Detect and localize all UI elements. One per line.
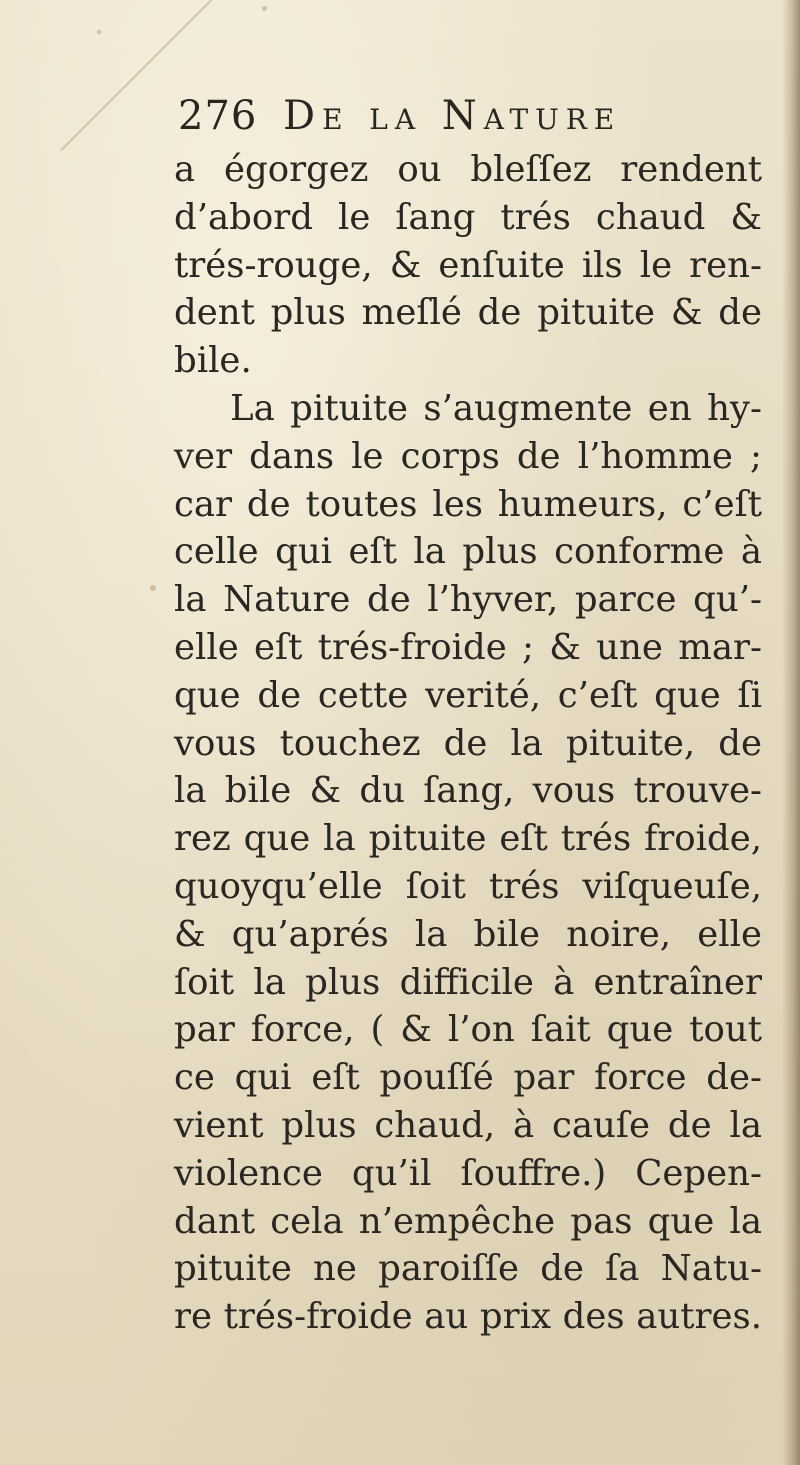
text-line: car de toutes les humeurs, c’eſt: [174, 483, 762, 525]
text-line: elle eſt trés-froide ; & une mar-: [174, 626, 762, 668]
text-line: d’abord le ſang trés chaud &: [174, 196, 762, 238]
text-line: trés-rouge, & enſuite ils le ren-: [174, 244, 762, 286]
foxing-spot: [150, 585, 156, 591]
running-title: De la Nature: [283, 93, 622, 139]
text-line: re trés-froide au prix des autres.: [174, 1296, 762, 1338]
text-line: vous touchez de la pituite, de: [174, 722, 762, 764]
text-line: vient plus chaud, à cauſe de la: [174, 1104, 762, 1146]
text-line: celle qui eſt la plus conforme à: [174, 531, 762, 573]
text-line: & qu’aprés la bile noire, elle: [174, 913, 762, 955]
page-edge-shadow: [782, 0, 800, 1465]
text-line: rez que la pituite eſt trés froide,: [174, 818, 762, 860]
text-line: que de cette verité, c’eſt que ſi: [174, 674, 762, 716]
text-line: La pituite s’augmente en hy-: [230, 387, 762, 429]
text-line: dant cela n’empêche pas que la: [174, 1200, 762, 1242]
text-line: la Nature de l’hyver, parce qu’-: [174, 579, 762, 621]
text-line: dent plus meſlé de pituite & de: [174, 292, 762, 334]
body-text: [174, 146, 762, 1341]
text-line: quoyqu’elle ſoit trés viſqueuſe,: [174, 865, 762, 907]
text-line: par force, ( & l’on ſait que tout: [174, 1009, 762, 1051]
text-line: ver dans le corps de l’homme ;: [174, 435, 762, 477]
text-line: ce qui eſt pouſſé par force de-: [174, 1057, 762, 1099]
text-line: violence qu’il ſouffre.) Cepen-: [174, 1152, 762, 1194]
foxing-spot: [97, 30, 101, 34]
text-line: ſoit la plus difficile à entraîner: [174, 961, 762, 1003]
text-line: pituite ne paroiſſe de ſa Natu-: [174, 1248, 762, 1290]
running-head: [178, 92, 621, 140]
text-line: bile.: [174, 340, 252, 382]
text-line: a égorgez ou bleſſez rendent: [174, 149, 762, 190]
foxing-spot: [262, 6, 267, 11]
text-line: la bile & du ſang, vous trouve-: [174, 770, 762, 812]
page-number: 276: [178, 93, 258, 139]
